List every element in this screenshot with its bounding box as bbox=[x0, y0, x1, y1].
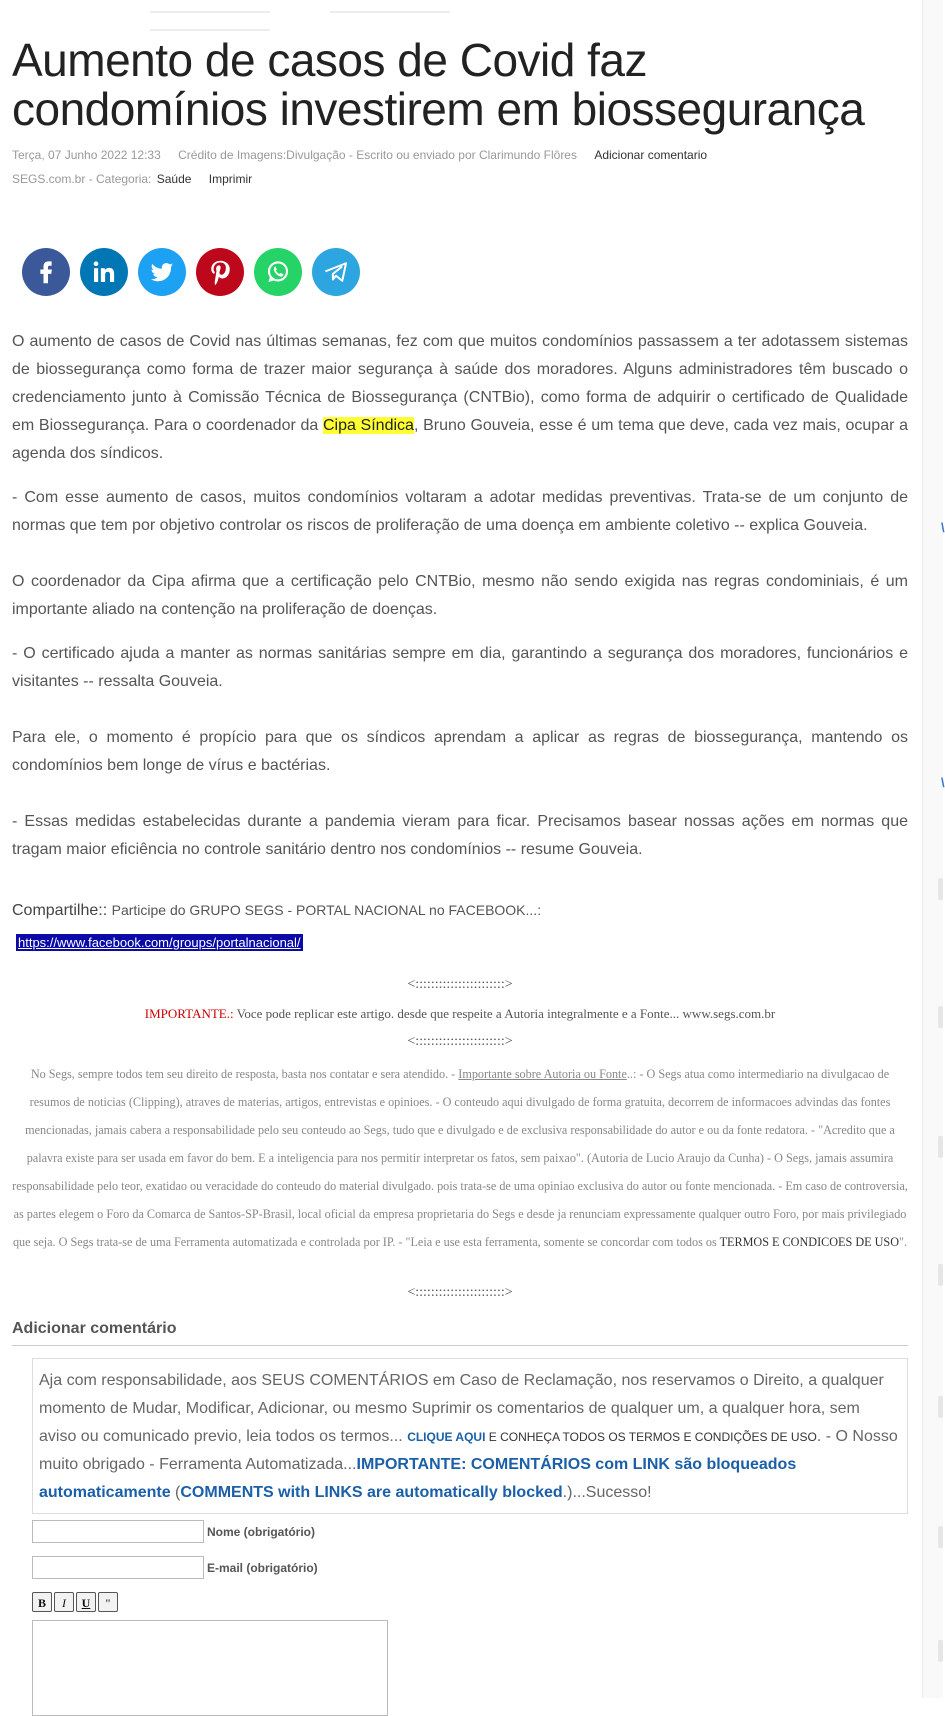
notice-text: ( bbox=[170, 1484, 181, 1501]
terms-text: E CONHEÇA TODOS OS TERMOS E CONDIÇÕES DE USO bbox=[485, 1430, 817, 1444]
telegram-share-button[interactable] bbox=[312, 248, 360, 296]
sidebar-tab[interactable] bbox=[938, 878, 943, 900]
name-field-row bbox=[32, 1520, 315, 1543]
sidebar-tab[interactable] bbox=[938, 1006, 943, 1028]
article-paragraph-5: Para ele, o momento é propício para que os síndicos aprendam a aplicar as regras de biossegurança, mantendo os condomínios bem longe de vírus e bactérias. bbox=[12, 729, 908, 774]
click-here-link[interactable] bbox=[407, 1430, 485, 1444]
disclaimer-text: No Segs, sempre todos tem seu direito de resposta, basta nos contatar e sera atendido. - bbox=[30, 1067, 459, 1081]
email-input[interactable] bbox=[32, 1556, 204, 1579]
important-label: IMPORTANTE.: bbox=[144, 1006, 234, 1021]
add-comment-link[interactable]: Adicionar comentario bbox=[594, 148, 708, 162]
article-paragraph-2: - Com esse aumento de casos, muitos condomínios voltaram a adotar medidas preventivas. Trata-se de um conjunto de normas que tem por objetivo controlar os riscos de proliferação de uma doença em ambiente coletivo -- explica Gouveia. bbox=[12, 489, 908, 534]
pinterest-share-button[interactable] bbox=[196, 248, 244, 296]
underline-button[interactable]: U bbox=[76, 1592, 96, 1612]
comments-heading: Adicionar comentário bbox=[12, 1320, 908, 1346]
article-paragraph-4: - O certificado ajuda a manter as normas sanitárias sempre em dia, garantindo a segurança dos moradores, funcionários e visitantes -- ressalta Gouveia. bbox=[12, 645, 908, 690]
links-blocked-english: COMMENTS with LINKS are automatically blocked bbox=[180, 1484, 563, 1501]
linkedin-icon bbox=[89, 257, 119, 287]
twitter-share-button[interactable] bbox=[138, 248, 186, 296]
linkedin-share-button[interactable] bbox=[80, 248, 128, 296]
sidebar-tab[interactable] bbox=[938, 1396, 943, 1418]
highlight-cipa-sindica: Cipa Síndica bbox=[322, 417, 414, 434]
sidebar-tab[interactable] bbox=[938, 1526, 943, 1548]
important-notice bbox=[12, 1006, 908, 1022]
important-text: Voce pode replicar este artigo. desde que respeite a Autoria integralmente e a Fonte... www.segs.com.br bbox=[233, 1006, 776, 1021]
article-meta-line-2 bbox=[12, 172, 252, 186]
article-paragraph-6: - Essas medidas estabelecidas durante a pandemia vieram para ficar. Precisamos basear nossas ações em normas que tragam maior eficiência no controle sanitário dentro nos condomínios -- resume Gouveia. bbox=[12, 813, 908, 858]
separator-top: <:::::::::::::::::::::::> bbox=[407, 977, 513, 992]
email-field-row bbox=[32, 1556, 318, 1579]
category-link[interactable]: Saúde bbox=[156, 172, 192, 186]
article-meta-line-1 bbox=[12, 148, 707, 162]
top-nav-faded bbox=[150, 0, 630, 6]
right-sidebar-edge bbox=[922, 0, 943, 1698]
article-date: Terça, 07 Junho 2022 12:33 bbox=[12, 148, 161, 162]
share-label: Compartilhe:: bbox=[12, 902, 108, 919]
telegram-icon bbox=[321, 257, 351, 287]
notice-text: Aja com responsabilidade, aos SEUS COMENTÁRIOS em Caso de Reclamação, nos reservamos o Direito, a qualquer momento de Mudar, Modificar, Adicionar, ou mesmo Suprimir os comentarios de qualquer um, a qualquer hora, sem aviso ou comunicado previo, leia todos os termos... bbox=[39, 1372, 884, 1445]
sidebar-tab[interactable] bbox=[938, 1264, 943, 1286]
quote-button[interactable]: " bbox=[98, 1592, 118, 1612]
notice-text: . - O Nosso muito obrigado - Ferramenta Automatizada... bbox=[39, 1428, 898, 1473]
sidebar-mark: \ bbox=[941, 520, 945, 535]
links-blocked-notice: IMPORTANTE: COMENTÁRIOS com LINK são bloqueados automaticamente bbox=[39, 1456, 797, 1501]
facebook-icon bbox=[31, 257, 61, 287]
article-paragraph-3: O coordenador da Cipa afirma que a certificação pelo CNTBio, mesmo não sendo exigida nas regras condominiais, é um importante aliado na contenção na proliferação de doenças. bbox=[12, 573, 908, 618]
sidebar-mark: \ bbox=[941, 775, 945, 790]
formatting-toolbar bbox=[32, 1592, 120, 1612]
article-paragraph-1 bbox=[12, 328, 908, 468]
separator-bottom: <:::::::::::::::::::::::> bbox=[407, 1285, 513, 1300]
name-label: Nome (obrigatório) bbox=[207, 1524, 315, 1539]
italic-button[interactable]: I bbox=[54, 1592, 74, 1612]
terms-link[interactable]: TERMOS E CONDICOES DE USO bbox=[719, 1235, 900, 1249]
whatsapp-icon bbox=[263, 257, 293, 287]
separator-mid: <:::::::::::::::::::::::> bbox=[407, 1034, 513, 1049]
disclaimer-text: ". bbox=[899, 1235, 908, 1249]
paragraph-text: O aumento de casos de Covid nas últimas semanas, fez com que muitos condomínios passassem a ter adotassem sistemas de biossegurança como forma de trazer maior segurança à saúde dos moradores. Alguns administradores têm buscado o credenciamento junto à Comissão Técnica de Biossegurança (CNTBio), como forma de adquirir o certificado de Qualidade em Biossegurança. Para o coordenador da bbox=[12, 333, 908, 434]
print-link[interactable]: Imprimir bbox=[208, 172, 253, 186]
click-here-label: CLIQUE AQUI bbox=[407, 1430, 486, 1444]
paragraph-text: , Bruno Gouveia, esse é um tema que deve, cada vez mais, ocupar a agenda dos síndicos. bbox=[12, 417, 909, 462]
facebook-share-button[interactable] bbox=[22, 248, 70, 296]
disclaimer bbox=[12, 1060, 908, 1256]
site-category-label: SEGS.com.br - Categoria: bbox=[12, 172, 152, 186]
bold-button[interactable]: B bbox=[32, 1592, 52, 1612]
facebook-group-text: Participe do GRUPO SEGS - PORTAL NACIONAL no FACEBOOK...: bbox=[111, 902, 542, 918]
twitter-icon bbox=[147, 257, 177, 287]
disclaimer-text: ..: - O Segs atua como intermediario na divulgacao de resumos de noticias (Clipping), atraves de materias, artigos, entrevistas e opinioes. - O conteudo aqui divulgado de forma gratuita, decorrem de informacoes advindas das fontes mencionadas, jamais cabera a responsabilidade pelo seu conteudo ao Segs, tudo que e divulgado e de exclusiva responsabilidade do autor e ou da fonte redatora. - "Acredito que a palavra existe para ser usada em favor do bem. E a inteligencia para nos permitir interpretar os fatos, sem paixao". (Autoria de Lucio Araujo da Cunha) - O Segs, jamais assumira responsabilidade pelo teor, exatidao ou veracidade do conteudo do material divulgado. pois trata-se de uma opiniao exclusiva do autor ou fonte mencionada. - Em caso de controversia, as partes elegem o Foro da Comarca de Santos-SP-Brasil, local oficial da empresa proprietaria do Segs e desde ja renunciam expressamente qualquer outro Foro, por mais privilegiado que seja. O Segs trata-se de uma Ferramenta automatizada e controlada por IP. - "Leia e use esta ferramenta, somente se concordar com todos os bbox=[12, 1067, 908, 1249]
image-credit: Crédito de Imagens:Divulgação - Escrito ou enviado por Clarimundo Flôres bbox=[178, 148, 577, 162]
comment-textarea[interactable] bbox=[32, 1620, 388, 1716]
comment-policy-notice bbox=[32, 1358, 908, 1514]
notice-text: .)...Sucesso! bbox=[562, 1484, 652, 1501]
facebook-group-link[interactable]: https://www.facebook.com/groups/portalnacional/ bbox=[18, 935, 301, 950]
article-title: Aumento de casos de Covid faz condomínios investirem em biossegurança bbox=[12, 34, 865, 135]
email-label: E-mail (obrigatório) bbox=[207, 1560, 318, 1575]
share-line bbox=[12, 902, 541, 920]
sidebar-tab[interactable] bbox=[938, 1136, 943, 1158]
whatsapp-share-button[interactable] bbox=[254, 248, 302, 296]
name-input[interactable] bbox=[32, 1520, 204, 1543]
pinterest-icon bbox=[205, 257, 235, 287]
authorship-link[interactable]: Importante sobre Autoria ou Fonte bbox=[458, 1067, 627, 1081]
sidebar-tab[interactable] bbox=[938, 1640, 943, 1662]
